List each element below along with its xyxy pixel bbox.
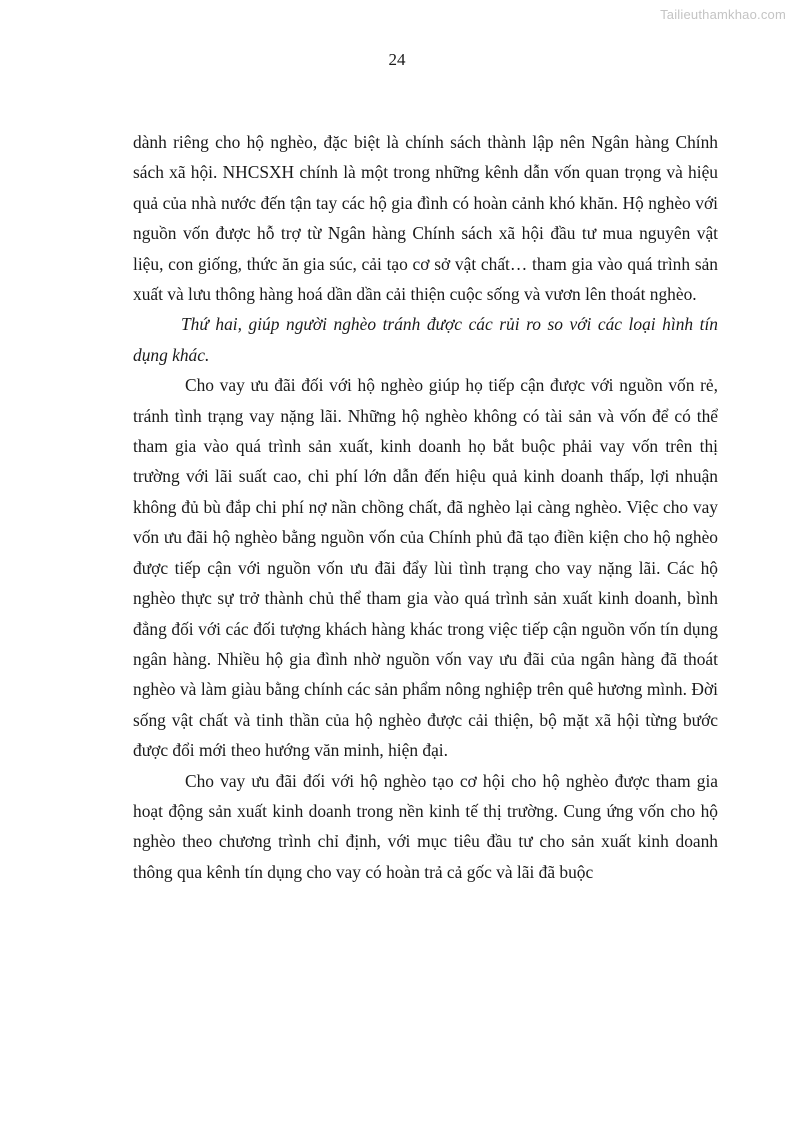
paragraph-continuation: dành riêng cho hộ nghèo, đặc biệt là chính sách thành lập nên Ngân hàng Chính sách xã hội. NHCSXH chính là một trong những kênh dẫn vốn quan trọng và hiệu quả của nhà nước đến tận tay các hộ gia đình có hoàn cảnh khó khăn. Hộ nghèo với nguồn vốn được hỗ trợ từ Ngân hàng Chính sách xã hội đầu tư mua nguyên vật liệu, con giống, thức ăn gia súc, cải tạo cơ sở vật chất… tham gia vào quá trình sản xuất và lưu thông hàng hoá dần dần cải thiện cuộc sống và vươn lên thoát nghèo.	[133, 132, 718, 305]
paragraph-italic-heading: Thứ hai, giúp người nghèo tránh được các rủi ro so với các loại hình tín dụng khác.	[133, 314, 718, 365]
document-body	[133, 127, 718, 887]
watermark: Tailieuthamkhao.com	[660, 7, 786, 22]
page-number: 24	[388, 50, 406, 69]
paragraph-preferential-loans: Cho vay ưu đãi đối với hộ nghèo giúp họ tiếp cận được với nguồn vốn rẻ, tránh tình trạng vay nặng lãi. Những hộ nghèo không có tài sản và vốn để có thể tham gia vào quá trình sản xuất, kinh doanh họ bắt buộc phải vay vốn trên thị trường với lãi suất cao, chi phí lớn dẫn đến hiệu quả kinh doanh thấp, lợi nhuận không đủ bù đắp chi phí nợ nần chồng chất, đã nghèo lại càng nghèo. Việc cho vay vốn ưu đãi hộ nghèo bằng nguồn vốn của Chính phủ đã tạo điền kiện cho hộ nghèo được tiếp cận với nguồn vốn ưu đãi đẩy lùi tình trạng cho vay nặng lãi. Các hộ nghèo thực sự trở thành chủ thể tham gia vào quá trình sản xuất kinh doanh, bình đẳng đối với các đối tượng khách hàng khác trong việc tiếp cận nguồn vốn tín dụng ngân hàng. Nhiều hộ gia đình nhờ nguồn vốn vay ưu đãi của ngân hàng đã thoát nghèo và làm giàu bằng chính các sản phẩm nông nghiệp trên quê hương mình. Đời sống vật chất và tinh thần của hộ nghèo được cải thiện, bộ mặt xã hội từng bước được đổi mới theo hướng văn minh, hiện đại.	[133, 375, 718, 761]
paragraph-business-opportunity: Cho vay ưu đãi đối với hộ nghèo tạo cơ hội cho hộ nghèo được tham gia hoạt động sản xuất kinh doanh trong nền kinh tế thị trường. Cung ứng vốn cho hộ nghèo theo chương trình chỉ định, với mục tiêu đầu tư cho sản xuất kinh doanh thông qua kênh tín dụng cho vay có hoàn trả cả gốc và lãi đã buộc	[133, 770, 718, 882]
